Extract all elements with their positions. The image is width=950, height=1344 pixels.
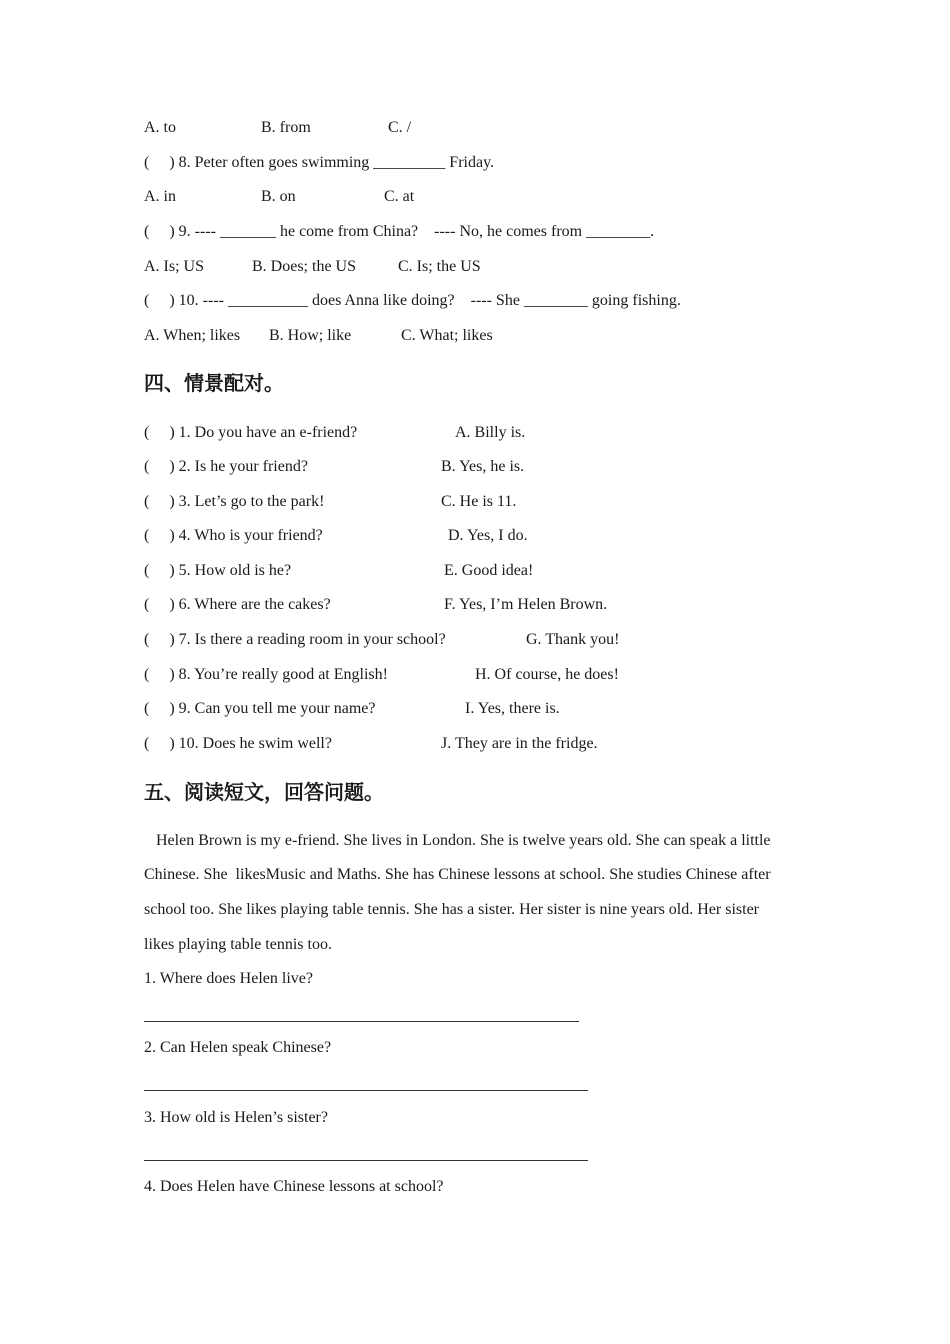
reading-question-3: 3. How old is Helen’s sister? (144, 1109, 328, 1126)
section5-title: 五、阅读短文，回答问题。 (144, 780, 384, 804)
q9-option-a: A. Is; US (144, 258, 205, 275)
q9-option-c: C. Is; the US (398, 258, 481, 275)
q8-option-b: B. on (261, 188, 296, 205)
match-question: ( ) 6. Where are the cakes? (144, 596, 331, 613)
passage-line: Chinese. She likesMusic and Maths. She has Chinese lessons at school. She studies Chinese after (144, 866, 771, 883)
q10-option-b: B. How; like (269, 327, 352, 344)
match-question: ( ) 5. How old is he? (144, 562, 292, 579)
match-answer: I. Yes, there is. (465, 700, 560, 717)
passage-line: likes playing table tennis too. (144, 936, 332, 953)
match-answer: E. Good idea! (444, 562, 534, 579)
match-question: ( ) 3. Let’s go to the park! (144, 493, 325, 510)
match-answer: G. Thank you! (526, 631, 620, 648)
passage-line: Helen Brown is my e-friend. She lives in London. She is twelve years old. She can speak a little (144, 832, 771, 849)
answer-line-2[interactable] (144, 1090, 588, 1091)
q9-text: ( ) 9. ---- _______ he come from China? ---- No, he comes from ________. (144, 223, 655, 240)
section4-title: 四、情景配对。 (144, 371, 284, 395)
match-question: ( ) 10. Does he swim well? (144, 735, 332, 752)
match-question: ( ) 4. Who is your friend? (144, 527, 323, 544)
q10-text: ( ) 10. ---- __________ does Anna like doing? ---- She ________ going fishing. (144, 292, 681, 309)
match-question: ( ) 8. You’re really good at English! (144, 666, 388, 683)
q8-text: ( ) 8. Peter often goes swimming _________ Friday. (144, 154, 495, 171)
match-question: ( ) 2. Is he your friend? (144, 458, 308, 475)
answer-line-3[interactable] (144, 1160, 588, 1161)
match-answer: C. He is 11. (441, 493, 517, 510)
q8-option-c: C. at (384, 188, 415, 205)
q7-option-a: A. to (144, 119, 176, 136)
q10-option-c: C. What; likes (401, 327, 493, 344)
answer-line-1[interactable] (144, 1021, 579, 1022)
reading-question-1: 1. Where does Helen live? (144, 970, 313, 987)
q8-option-a: A. in (144, 188, 176, 205)
q7-option-c: C. / (388, 119, 412, 136)
match-answer: J. They are in the fridge. (441, 735, 598, 752)
match-question: ( ) 1. Do you have an e-friend? (144, 424, 358, 441)
match-answer: B. Yes, he is. (441, 458, 525, 475)
passage-line: school too. She likes playing table tennis. She has a sister. Her sister is nine years old. Her sister (144, 901, 759, 918)
match-answer: H. Of course, he does! (475, 666, 619, 683)
q9-option-b: B. Does; the US (252, 258, 356, 275)
q7-option-b: B. from (261, 119, 311, 136)
match-question: ( ) 7. Is there a reading room in your school? (144, 631, 446, 648)
match-answer: D. Yes, I do. (448, 527, 528, 544)
match-question: ( ) 9. Can you tell me your name? (144, 700, 376, 717)
match-answer: A. Billy is. (455, 424, 526, 441)
match-answer: F. Yes, I’m Helen Brown. (444, 596, 608, 613)
reading-question-4: 4. Does Helen have Chinese lessons at school? (144, 1178, 444, 1195)
reading-question-2: 2. Can Helen speak Chinese? (144, 1039, 332, 1056)
q10-option-a: A. When; likes (144, 327, 241, 344)
